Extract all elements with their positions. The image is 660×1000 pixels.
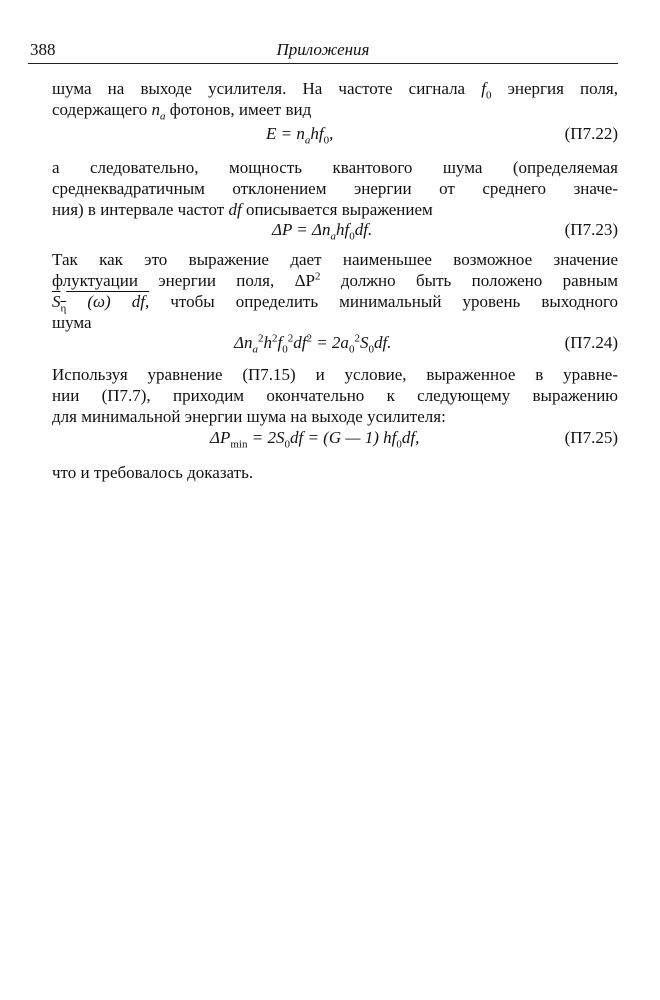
equation-p7-25	[52, 428, 618, 452]
equation-number: (П7.23)	[564, 220, 618, 239]
paragraph-1	[52, 78, 618, 123]
text-line: нии (П7.7), приходим окончательно к следующему выражению	[52, 386, 618, 405]
equation-formula: $E = n_ahf_0$,	[266, 124, 334, 147]
header-rule	[28, 63, 618, 64]
paragraph-4	[52, 364, 618, 427]
equation-formula: $\Delta P = \Delta n_ahf_0df$.	[272, 220, 373, 243]
text-line: Используя уравнение (П7.15) и условие, выраженное в уравне-	[52, 365, 618, 384]
text-line: для минимальной энергии шума на выходе усилителя:	[52, 407, 446, 426]
equation-p7-22	[52, 124, 618, 148]
equation-formula: $\Delta P_{min} = 2S_0df = (G$ — 1) $hf_0df$,	[210, 428, 420, 451]
text-line: шума	[52, 313, 92, 332]
text-line: а следовательно, мощность квантового шума (определяемая	[52, 158, 618, 177]
text-line: среднеквадратичным отклонением энергии от среднего значе-	[52, 179, 618, 198]
text-line: содержащего $n_a$ фотонов, имеет вид	[52, 100, 312, 123]
page-number: 388	[30, 40, 56, 59]
equation-p7-24	[52, 333, 618, 357]
equation-p7-23	[52, 220, 618, 244]
running-head: Приложения	[276, 40, 370, 59]
text-line: $S_\eta$ (ω) df, чтобы определить минимальный уровень выходного	[52, 292, 618, 315]
text-line: Так как это выражение дает наименьшее возможное значение	[52, 250, 618, 269]
text-line: флуктуации энергии поля, $\Delta P^2$ должно быть положено равным	[52, 270, 619, 290]
text-line: что и требовалось доказать.	[52, 463, 254, 482]
equation-formula: $\Delta n_a^2h^2f_0^2df^2 = 2a_0^2S_0df$.	[234, 332, 392, 356]
text-line: шума на выходе усилителя. На частоте сигнала $f_0$ энергия поля,	[52, 79, 618, 102]
equation-number: (П7.25)	[564, 428, 618, 447]
text-line: ния) в интервале частот df описывается выражением	[52, 200, 433, 219]
equation-number: (П7.22)	[564, 124, 618, 143]
equation-number: (П7.24)	[564, 333, 618, 352]
page-header	[28, 40, 618, 64]
paragraph-5	[52, 462, 618, 483]
paragraph-2	[52, 157, 618, 220]
paragraph-3	[52, 249, 618, 333]
